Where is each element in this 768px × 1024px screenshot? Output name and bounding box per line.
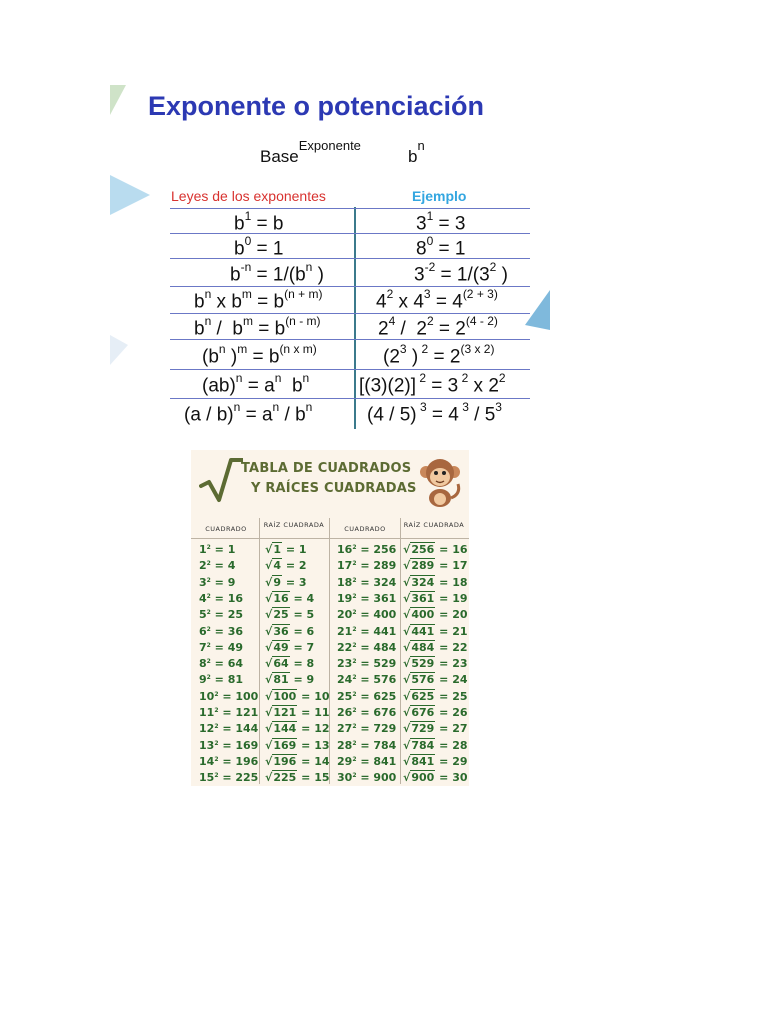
square-base: 14	[199, 754, 215, 768]
square-exponent: 2	[214, 772, 219, 780]
square-base: 5	[199, 608, 207, 622]
root-entry	[403, 559, 468, 572]
square-value: = 81	[210, 673, 244, 687]
row-divider	[170, 233, 530, 234]
root-entry	[265, 690, 330, 703]
square-root-icon	[199, 456, 243, 504]
square-exponent: 2	[214, 723, 219, 731]
square-base: 11	[199, 706, 215, 719]
square-entry	[337, 625, 396, 638]
radical-sign: √	[403, 543, 411, 556]
root-entry	[265, 543, 307, 556]
radicand: 225	[273, 771, 297, 785]
law-zero: $b^0 = 1$	[234, 234, 284, 260]
square-exponent: 2	[206, 576, 211, 584]
square-base: 15	[199, 771, 215, 785]
bn-notation	[408, 138, 425, 167]
root-value: = 20	[435, 608, 468, 622]
radicand: 64	[273, 657, 289, 671]
root-entry	[265, 559, 307, 572]
header-raiz: RAÍZ CUADRADA	[263, 521, 325, 529]
monkey-icon	[417, 454, 463, 508]
square-entry	[337, 559, 396, 572]
radical-sign: √	[265, 771, 273, 785]
header-cuadrado-2: CUADRADO	[344, 525, 386, 533]
page-title: Exponente o potenciación	[148, 91, 485, 121]
square-entry	[199, 690, 258, 703]
column-divider	[354, 207, 356, 429]
square-base: 19	[337, 591, 353, 605]
example-identity: $3^1 = 3$	[416, 209, 466, 235]
row-divider	[170, 369, 530, 370]
square-value: = 25	[210, 608, 244, 622]
square-base: 4	[199, 591, 207, 605]
square-base: 2	[199, 559, 207, 573]
square-base: 1	[199, 543, 207, 556]
square-value: = 49	[210, 640, 244, 654]
square-value: = 169	[218, 738, 259, 752]
square-base: 30	[337, 771, 353, 785]
square-exponent: 2	[206, 592, 211, 600]
radical-sign: √	[403, 722, 411, 736]
square-value: = 324	[356, 575, 397, 589]
header-raiz-2: RAÍZ CUADRADA	[403, 521, 465, 529]
base-word: Base	[260, 147, 299, 166]
square-entry	[337, 543, 396, 556]
law-product: $b^n$ x $b^m = b^{(n + m)}$	[194, 287, 323, 313]
exponent-laws-image	[110, 85, 550, 433]
square-entry	[199, 559, 235, 572]
radical-sign: √	[403, 608, 411, 622]
example-zero: $8^0 = 1$	[416, 234, 466, 260]
square-base: 27	[337, 722, 353, 736]
example-quotient-power: (4 / 5) $^3$ = 4 $^3 / 5^3$	[367, 400, 502, 426]
root-entry	[403, 576, 468, 589]
square-value: = 1	[210, 543, 236, 556]
square-exponent: 2	[352, 755, 357, 763]
squares-table-image	[191, 450, 469, 786]
radicand: 256	[411, 543, 435, 556]
root-entry	[265, 657, 314, 670]
square-value: = 121	[218, 706, 259, 719]
root-entry	[403, 625, 468, 638]
square-base: 18	[337, 575, 353, 589]
square-value: = 361	[356, 591, 397, 605]
square-value: = 841	[356, 754, 397, 768]
root-entry	[265, 576, 307, 589]
square-base: 6	[199, 624, 207, 638]
square-value: = 289	[356, 559, 397, 573]
radicand: 784	[411, 738, 435, 752]
root-value: = 19	[435, 591, 468, 605]
radical-sign: √	[265, 575, 273, 589]
square-base: 24	[337, 673, 353, 687]
square-value: = 784	[356, 738, 397, 752]
square-entry	[199, 576, 235, 589]
square-exponent: 2	[352, 576, 357, 584]
root-value: = 15	[297, 771, 330, 785]
square-value: = 100	[218, 689, 259, 703]
square-base: 25	[337, 689, 353, 703]
square-value: = 729	[356, 722, 397, 736]
root-value: = 5	[289, 608, 315, 622]
square-value: = 441	[356, 624, 397, 638]
square-exponent: 2	[352, 609, 357, 617]
radical-sign: √	[403, 575, 411, 589]
radical-sign: √	[403, 689, 411, 703]
root-value: = 27	[435, 722, 468, 736]
bn-exp: n	[417, 138, 425, 153]
example-header: Ejemplo	[412, 188, 467, 204]
radical-sign: √	[265, 608, 273, 622]
root-entry	[403, 755, 468, 768]
square-entry	[337, 706, 396, 719]
root-entry	[403, 673, 468, 686]
square-entry	[199, 608, 243, 621]
radical-sign: √	[265, 722, 273, 736]
radicand: 36	[273, 624, 289, 638]
square-entry	[199, 722, 258, 735]
square-entry	[337, 592, 396, 605]
root-entry	[403, 608, 468, 621]
radicand: 361	[411, 591, 435, 605]
root-entry	[403, 706, 468, 719]
root-value: = 1	[282, 543, 307, 556]
square-base: 16	[337, 543, 353, 556]
root-entry	[403, 657, 468, 670]
root-value: = 29	[435, 754, 468, 768]
square-value: = 256	[356, 543, 397, 556]
square-value: = 676	[356, 706, 397, 719]
square-base: 20	[337, 608, 353, 622]
example-negative: $3^{-2} = 1/(3^2$ )	[414, 260, 508, 286]
radical-sign: √	[403, 738, 411, 752]
square-exponent: 2	[352, 625, 357, 633]
square-value: = 576	[356, 673, 397, 687]
radicand: 81	[273, 673, 289, 687]
root-entry	[403, 739, 468, 752]
square-exponent: 2	[206, 609, 211, 617]
root-value: = 7	[289, 640, 315, 654]
law-quotient-power: $(a / b)^n = a^n / b^n$	[184, 400, 313, 426]
square-entry	[199, 592, 243, 605]
square-entry	[199, 673, 243, 686]
radical-sign: √	[265, 543, 273, 556]
root-entry	[265, 755, 330, 768]
header-divider	[191, 538, 469, 539]
root-value: = 12	[297, 722, 330, 736]
root-entry	[403, 722, 468, 735]
root-entry	[265, 739, 330, 752]
square-exponent: 2	[352, 707, 357, 714]
square-exponent: 2	[206, 625, 211, 633]
square-exponent: 2	[352, 641, 357, 649]
square-exponent: 2	[352, 723, 357, 731]
square-entry	[337, 771, 396, 784]
square-entry	[199, 755, 258, 768]
square-value: = 36	[210, 624, 244, 638]
radicand: 25	[273, 608, 289, 622]
header-cuadrado: CUADRADO	[205, 525, 247, 533]
root-value: = 4	[289, 591, 315, 605]
square-entry	[199, 625, 243, 638]
square-base: 28	[337, 738, 353, 752]
row-divider	[170, 398, 530, 399]
radical-sign: √	[403, 591, 411, 605]
radicand: 4	[273, 559, 281, 573]
radicand: 441	[411, 624, 435, 638]
square-entry	[337, 722, 396, 735]
example-product-power: [(3)(2)] $^2$ = 3 $^2$ x $2^2$	[359, 371, 506, 397]
square-entry	[337, 641, 396, 654]
square-base: 22	[337, 640, 353, 654]
root-entry	[265, 592, 314, 605]
radical-sign: √	[403, 657, 411, 671]
square-entry	[199, 641, 243, 654]
square-base: 29	[337, 754, 353, 768]
root-entry	[265, 673, 314, 686]
root-entry	[403, 771, 468, 784]
square-exponent: 2	[352, 560, 357, 568]
radical-sign: √	[265, 738, 273, 752]
table-title-line1: TABLA DE CUADRADOS	[241, 461, 412, 476]
square-exponent: 2	[352, 544, 357, 551]
square-value: = 4	[210, 559, 236, 573]
square-exponent: 2	[206, 544, 211, 551]
law-quotient: $b^n / b^m = b^{(n - m)}$	[194, 314, 321, 340]
square-entry	[337, 755, 396, 768]
radicand: 729	[411, 722, 435, 736]
square-value: = 9	[210, 575, 236, 589]
radical-sign: √	[265, 624, 273, 638]
root-entry	[403, 690, 468, 703]
root-value: = 21	[435, 624, 468, 638]
radical-sign: √	[265, 640, 273, 654]
root-entry	[403, 543, 468, 556]
base-exponent-notation	[260, 138, 361, 167]
square-base: 26	[337, 706, 353, 719]
root-value: = 28	[435, 738, 468, 752]
radicand: 16	[273, 591, 289, 605]
radicand: 100	[273, 689, 297, 703]
root-entry	[265, 706, 330, 719]
square-exponent: 2	[206, 674, 211, 682]
root-value: = 2	[282, 559, 307, 573]
square-value: = 64	[210, 657, 244, 671]
root-value: = 9	[289, 673, 315, 687]
radicand: 196	[273, 754, 297, 768]
root-entry	[403, 592, 468, 605]
square-entry	[199, 543, 235, 556]
root-value: = 8	[289, 657, 315, 671]
square-base: 12	[199, 722, 215, 736]
square-base: 3	[199, 575, 207, 589]
radicand: 121	[273, 706, 297, 719]
square-value: = 625	[356, 689, 397, 703]
square-entry	[199, 657, 243, 670]
radicand: 900	[411, 771, 435, 785]
square-exponent: 2	[206, 641, 211, 649]
radicand: 676	[411, 706, 435, 719]
law-negative: $b^{-n} = 1/(b^n$ )	[230, 260, 324, 286]
root-value: = 22	[435, 640, 468, 654]
root-value: = 3	[282, 575, 307, 589]
radicand: 529	[411, 657, 435, 671]
square-entry	[337, 673, 396, 686]
square-base: 17	[337, 559, 353, 573]
square-entry	[337, 690, 396, 703]
root-entry	[265, 641, 314, 654]
radical-sign: √	[265, 673, 273, 687]
square-exponent: 2	[206, 658, 211, 666]
radicand: 576	[411, 673, 435, 687]
law-product-power: $(ab)^n = a^n$ $b^n$	[202, 371, 310, 397]
square-exponent: 2	[352, 592, 357, 600]
square-value: = 225	[218, 771, 259, 785]
radicand: 400	[411, 608, 435, 622]
root-entry	[265, 608, 314, 621]
radical-sign: √	[403, 706, 411, 719]
radicand: 9	[273, 575, 281, 589]
square-base: 9	[199, 673, 207, 687]
column-divider	[259, 518, 260, 784]
law-power: ($b^n$ )$^m = b^{(n x m)}$	[202, 342, 317, 368]
square-value: = 529	[356, 657, 397, 671]
square-exponent: 2	[352, 674, 357, 682]
radical-sign: √	[265, 559, 273, 573]
radical-sign: √	[265, 706, 273, 719]
radicand: 1	[273, 543, 281, 556]
square-exponent: 2	[214, 755, 219, 763]
radical-sign: √	[403, 673, 411, 687]
root-value: = 18	[435, 575, 468, 589]
root-value: = 13	[297, 738, 330, 752]
square-entry	[337, 657, 396, 670]
square-entry	[337, 608, 396, 621]
example-power: ($2^3$ ) $^2 = 2^{(3 x 2)}$	[383, 342, 495, 368]
square-base: 13	[199, 738, 215, 752]
square-base: 21	[337, 624, 353, 638]
root-entry	[265, 625, 314, 638]
root-value: = 26	[435, 706, 468, 719]
radicand: 144	[273, 722, 297, 736]
laws-header: Leyes de los exponentes	[171, 188, 326, 204]
radical-sign: √	[265, 754, 273, 768]
square-exponent: 2	[352, 658, 357, 666]
radicand: 625	[411, 689, 435, 703]
example-quotient: $2^4 / 2^2 = 2^{(4 - 2)}$	[378, 314, 498, 340]
square-exponent: 2	[352, 772, 357, 780]
square-base: 23	[337, 657, 353, 671]
square-exponent: 2	[352, 690, 357, 698]
root-value: = 16	[435, 543, 468, 556]
radicand: 169	[273, 738, 297, 752]
radicand: 841	[411, 754, 435, 768]
root-value: = 6	[289, 624, 315, 638]
row-divider	[170, 258, 530, 259]
row-divider	[170, 208, 530, 209]
exponent-word: Exponente	[298, 138, 361, 153]
column-divider	[400, 518, 401, 784]
square-base: 7	[199, 640, 207, 654]
radical-sign: √	[403, 640, 411, 654]
square-value: = 196	[218, 754, 259, 768]
square-entry	[199, 771, 258, 784]
square-value: = 484	[356, 640, 397, 654]
square-value: = 144	[218, 722, 259, 736]
radical-sign: √	[265, 657, 273, 671]
radicand: 289	[411, 559, 435, 573]
square-value: = 16	[210, 591, 244, 605]
root-value: = 23	[435, 657, 468, 671]
root-entry	[265, 771, 330, 784]
square-entry	[199, 706, 258, 719]
radical-sign: √	[403, 754, 411, 768]
radicand: 49	[273, 640, 289, 654]
root-value: = 11	[297, 706, 330, 719]
radical-sign: √	[403, 624, 411, 638]
root-value: = 24	[435, 673, 468, 687]
square-value: = 400	[356, 608, 397, 622]
square-exponent: 2	[352, 739, 357, 747]
square-base: 8	[199, 657, 207, 671]
table-title-line2: Y RAÍCES CUADRADAS	[251, 481, 417, 496]
square-exponent: 2	[214, 690, 219, 698]
root-value: = 17	[435, 559, 468, 573]
radicand: 324	[411, 575, 435, 589]
square-base: 10	[199, 689, 215, 703]
radical-sign: √	[403, 559, 411, 573]
radical-sign: √	[265, 689, 273, 703]
square-exponent: 2	[214, 707, 219, 714]
square-entry	[199, 739, 258, 752]
root-value: = 30	[435, 771, 468, 785]
square-entry	[337, 576, 396, 589]
law-identity: $b^1 = b$	[234, 209, 284, 235]
bn-base: b	[408, 147, 418, 166]
example-product: $4^2$ x $4^3 = 4^{(2 + 3)}$	[376, 287, 498, 313]
root-entry	[403, 641, 468, 654]
radical-sign: √	[265, 591, 273, 605]
root-entry	[265, 722, 330, 735]
square-value: = 900	[356, 771, 397, 785]
square-exponent: 2	[214, 739, 219, 747]
radicand: 484	[411, 640, 435, 654]
root-value: = 25	[435, 689, 468, 703]
root-value: = 14	[297, 754, 330, 768]
radical-sign: √	[403, 771, 411, 785]
square-exponent: 2	[206, 560, 211, 568]
square-entry	[337, 739, 396, 752]
root-value: = 10	[297, 689, 330, 703]
